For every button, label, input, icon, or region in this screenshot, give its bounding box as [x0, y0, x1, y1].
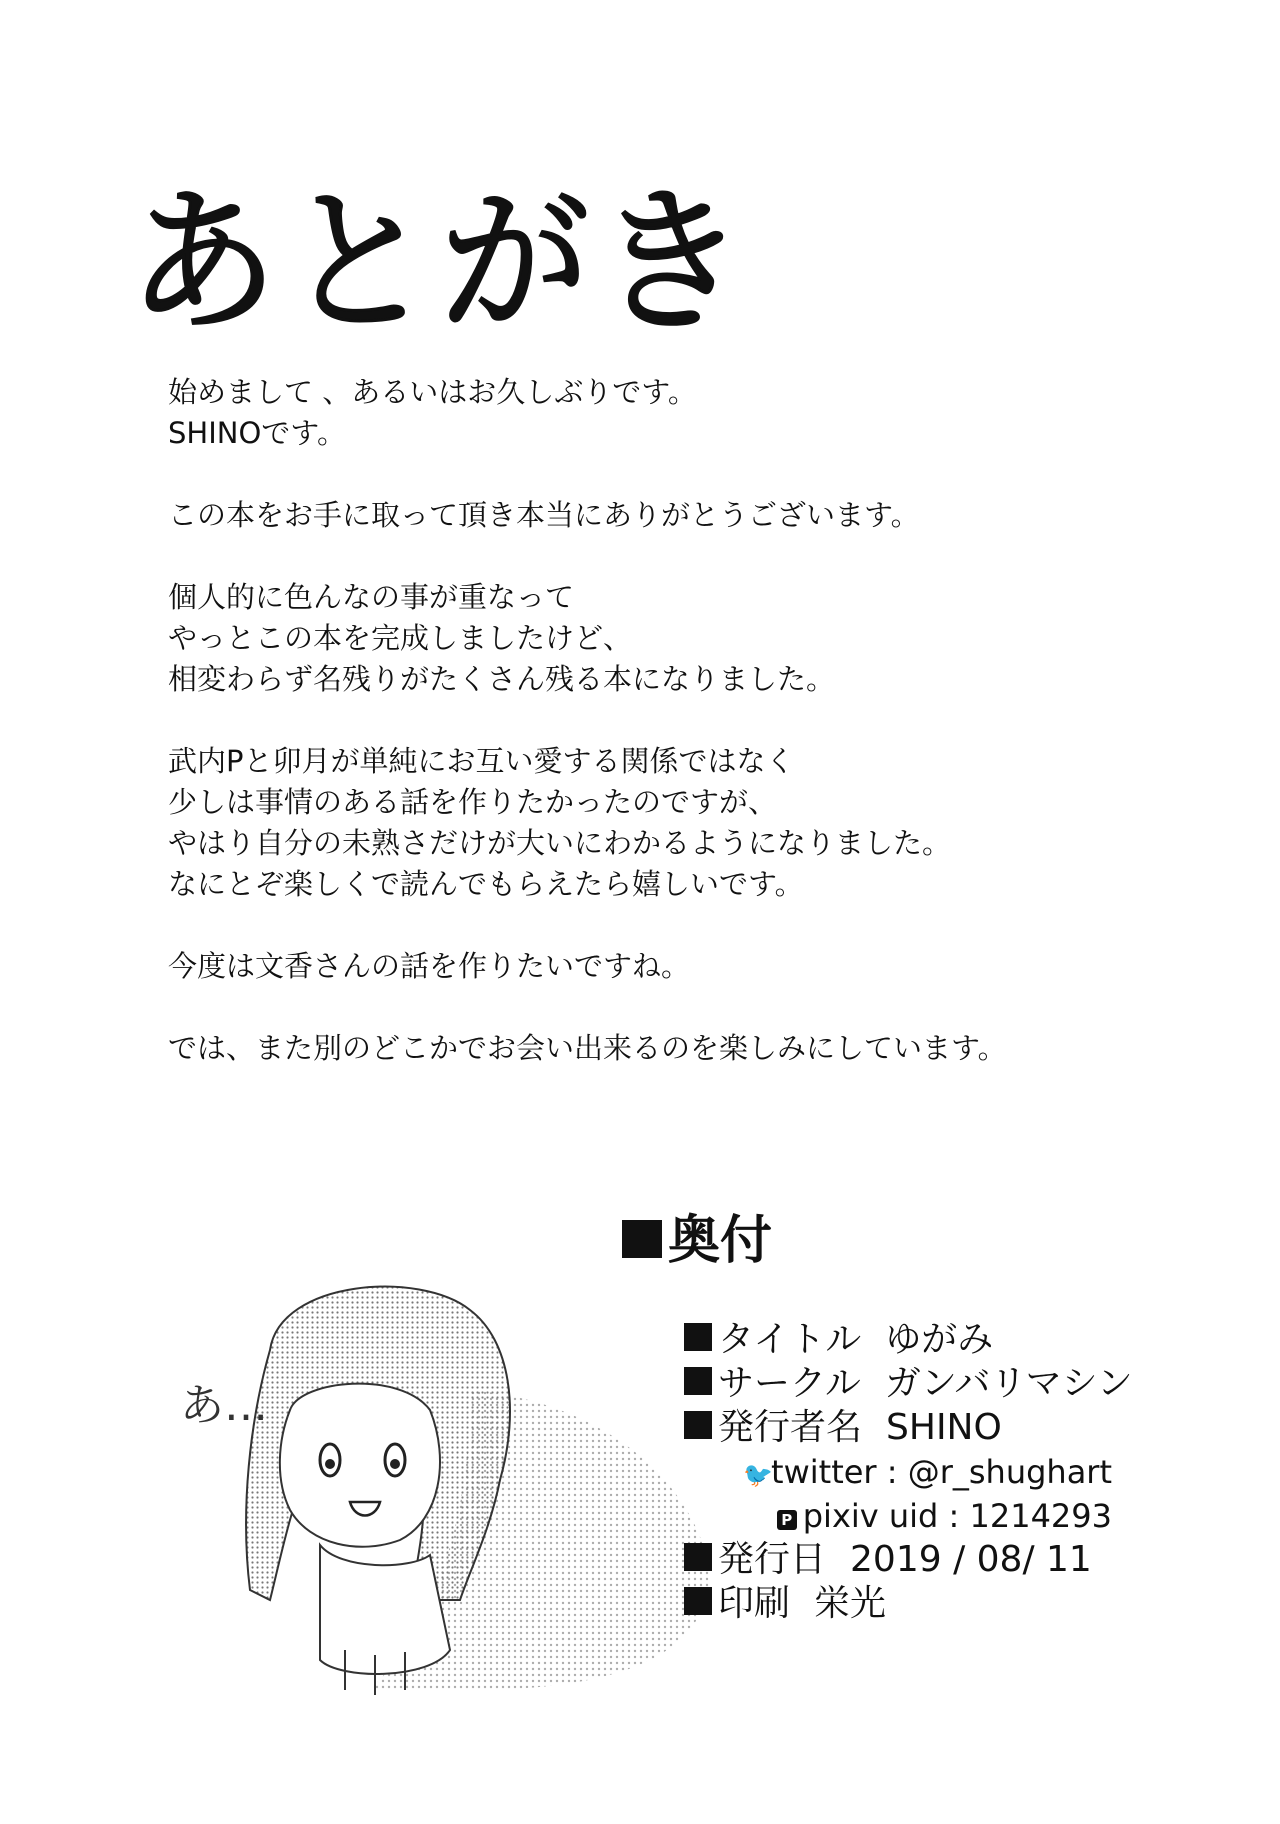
paragraph [168, 741, 1208, 905]
text-line: 武内Pと卯月が単純にお互い愛する関係ではなく [168, 744, 795, 778]
twitter-bird-icon: 🐦 [743, 1461, 773, 1489]
colophon-heading [622, 1198, 772, 1273]
square-bullet-icon [622, 1220, 662, 1258]
square-bullet-icon [684, 1367, 712, 1395]
face-shape [280, 1384, 440, 1547]
colophon-row-date [684, 1538, 1133, 1582]
pixiv-id [684, 1494, 1112, 1538]
paragraph [168, 1028, 1208, 1069]
paragraph [168, 577, 1208, 700]
afterword-title: あとがき [128, 171, 753, 355]
paragraph [168, 495, 1208, 536]
label: 発行者名 [718, 1407, 863, 1448]
label: サークル [718, 1363, 861, 1404]
square-bullet-icon [684, 1323, 712, 1351]
value: ゆがみ [885, 1319, 994, 1360]
text-line: では、また別のどこかでお会い出来るのを楽しみにしています。 [168, 1031, 1007, 1065]
colophon-details [684, 1318, 1133, 1626]
sfx-text: あ… [180, 1380, 268, 1431]
paragraph [168, 946, 1208, 987]
colophon-row-circle [684, 1362, 1133, 1406]
text-line: SHINOです。 [168, 416, 346, 450]
colophon-row-title [684, 1318, 1133, 1362]
colophon-row-printer [684, 1582, 1133, 1626]
afterword-body [168, 372, 1208, 1069]
value: ガンバリマシン [884, 1363, 1133, 1404]
square-bullet-icon [684, 1543, 712, 1571]
colophon-heading-label: 奥付 [668, 1211, 773, 1271]
square-bullet-icon [684, 1587, 712, 1615]
pixiv-text: pixiv uid : 1214293 [802, 1497, 1112, 1535]
text-line: 始めまして 、あるいはお久しぶりです。 [168, 375, 697, 409]
value: SHINO [886, 1407, 1002, 1448]
text-line: 今度は文香さんの話を作りたいですね。 [168, 949, 691, 983]
body-shape [320, 1545, 450, 1674]
paragraph [168, 372, 1208, 454]
label: 発行日 [718, 1539, 827, 1580]
square-bullet-icon [684, 1411, 712, 1439]
text-line: この本をお手に取って頂き本当にありがとうございます。 [168, 498, 920, 532]
value: 栄光 [814, 1583, 887, 1624]
label: タイトル [718, 1319, 862, 1360]
pixiv-icon: P [777, 1510, 797, 1530]
colophon-row-publisher [684, 1406, 1133, 1450]
chibi-illustration [170, 1270, 750, 1700]
label: 印刷 [718, 1583, 791, 1624]
text-line: やはり自分の未熟さだけが大いにわかるようになりました。 [168, 826, 952, 860]
twitter-text: twitter : @r_shughart [771, 1453, 1112, 1491]
twitter-handle [684, 1450, 1112, 1494]
text-line: なにとぞ楽しくで読んでもらえたら嬉しいです。 [168, 867, 804, 901]
text-line: やっとこの本を完成しましたけど、 [168, 621, 633, 655]
text-line: 個人的に色んなの事が重なって [168, 580, 575, 614]
value: 2019 / 08/ 11 [850, 1539, 1092, 1580]
text-line: 相変わらず名残りがたくさん残る本になりました。 [168, 662, 836, 696]
text-line: 少しは事情のある話を作りたかったのですが、 [168, 785, 778, 819]
